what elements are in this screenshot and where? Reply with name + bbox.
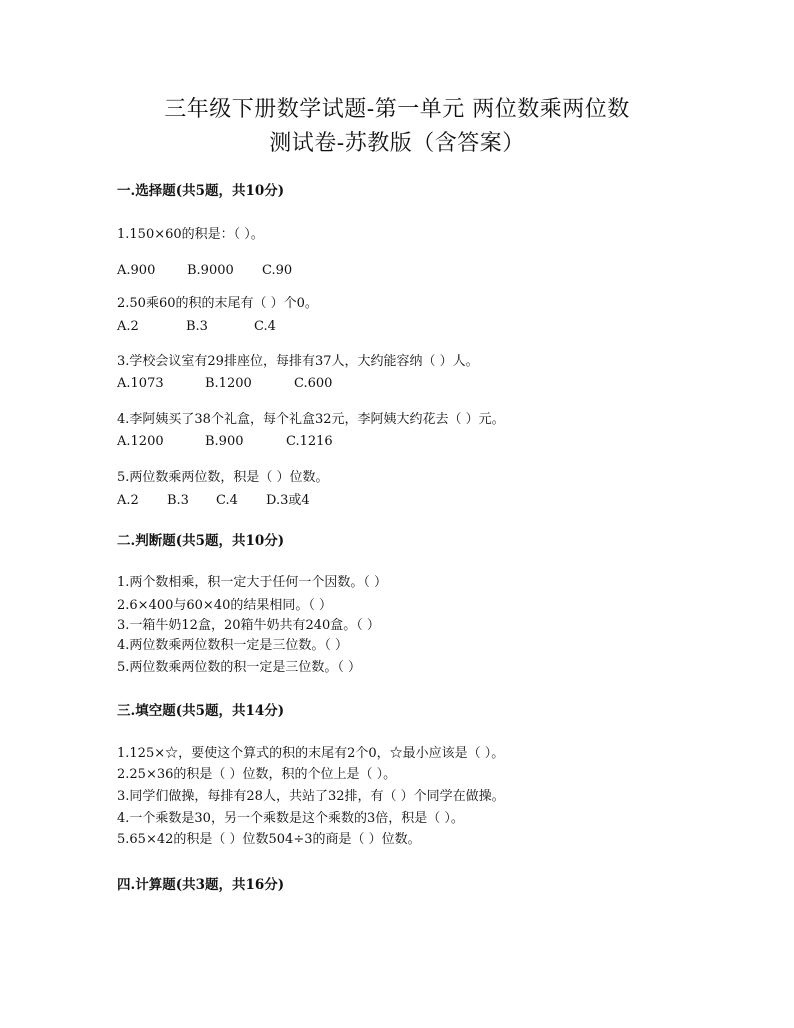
section-heading-choice: 一.选择题(共5题，共10分) [117, 183, 285, 199]
choice-question-1: 1.150×60的积是：（ ）。 [117, 227, 264, 242]
option-d: D.3或4 [266, 493, 310, 508]
option-b: B.900 [205, 434, 244, 449]
judgment-question-4: 4.两位数乘两位数积一定是三位数。（ ） [117, 638, 349, 653]
section-heading-judgment: 二.判断题(共5题，共10分) [117, 533, 285, 549]
option-c: C.4 [254, 319, 276, 334]
fill-question-1: 1.125×☆，要使这个算式的积的末尾有2个0，☆最小应该是（ ）。 [117, 746, 505, 761]
choice-options-4 [117, 433, 333, 451]
option-c: C.4 [216, 493, 238, 508]
choice-options-1 [117, 262, 292, 280]
judgment-question-5: 5.两位数乘两位数的积一定是三位数。（ ） [117, 660, 362, 675]
judgment-question-1: 1.两个数相乘，积一定大于任何一个因数。（ ） [117, 575, 388, 590]
fill-question-2: 2.25×36的积是（ ）位数，积的个位上是（ ）。 [117, 767, 397, 782]
option-c: C.600 [294, 376, 333, 391]
option-a: A.900 [117, 263, 156, 278]
fill-question-3: 3.同学们做操，每排有28人，共站了32排，有（ ）个同学在做操。 [117, 789, 505, 804]
option-a: A.1200 [117, 434, 164, 449]
option-b: B.9000 [187, 263, 234, 278]
fill-question-4: 4.一个乘数是30，另一个乘数是这个乘数的3倍，积是（ ）。 [117, 811, 464, 826]
option-c: C.90 [262, 263, 293, 278]
option-b: B.3 [186, 319, 208, 334]
judgment-question-2: 2.6×400与60×40的结果相同。（ ） [117, 598, 332, 613]
option-a: A.1073 [117, 376, 164, 391]
option-a: A.2 [117, 493, 139, 508]
choice-options-5 [117, 492, 310, 510]
choice-question-2: 2.50乘60的积的末尾有（ ）个0。 [117, 296, 318, 311]
section-heading-calculation: 四.计算题(共3题，共16分) [117, 877, 285, 893]
judgment-question-3: 3.一箱牛奶12盒，20箱牛奶共有240盒。（ ） [117, 618, 380, 633]
page-title-line2: 测试卷-苏教版（含答案） [269, 131, 525, 156]
choice-question-3: 3.学校会议室有29排座位，每排有37人，大约能容纳（ ）人。 [117, 354, 479, 369]
choice-options-3 [117, 375, 332, 393]
option-a: A.2 [117, 319, 139, 334]
option-c: C.1216 [286, 434, 333, 449]
choice-question-5: 5.两位数乘两位数，积是（ ）位数。 [117, 470, 329, 485]
section-heading-fill-blank: 三.填空题(共5题，共14分) [117, 703, 285, 719]
fill-question-5: 5.65×42的积是（ ）位数504÷3的商是（ ）位数。 [117, 832, 421, 847]
page-title-line1: 三年级下册数学试题-第一单元 两位数乘两位数 [164, 97, 630, 122]
option-b: B.1200 [205, 376, 252, 391]
option-b: B.3 [167, 493, 189, 508]
choice-options-2 [117, 318, 276, 336]
choice-question-4: 4.李阿姨买了38个礼盒，每个礼盒32元，李阿姨大约花去（ ）元。 [117, 412, 505, 427]
